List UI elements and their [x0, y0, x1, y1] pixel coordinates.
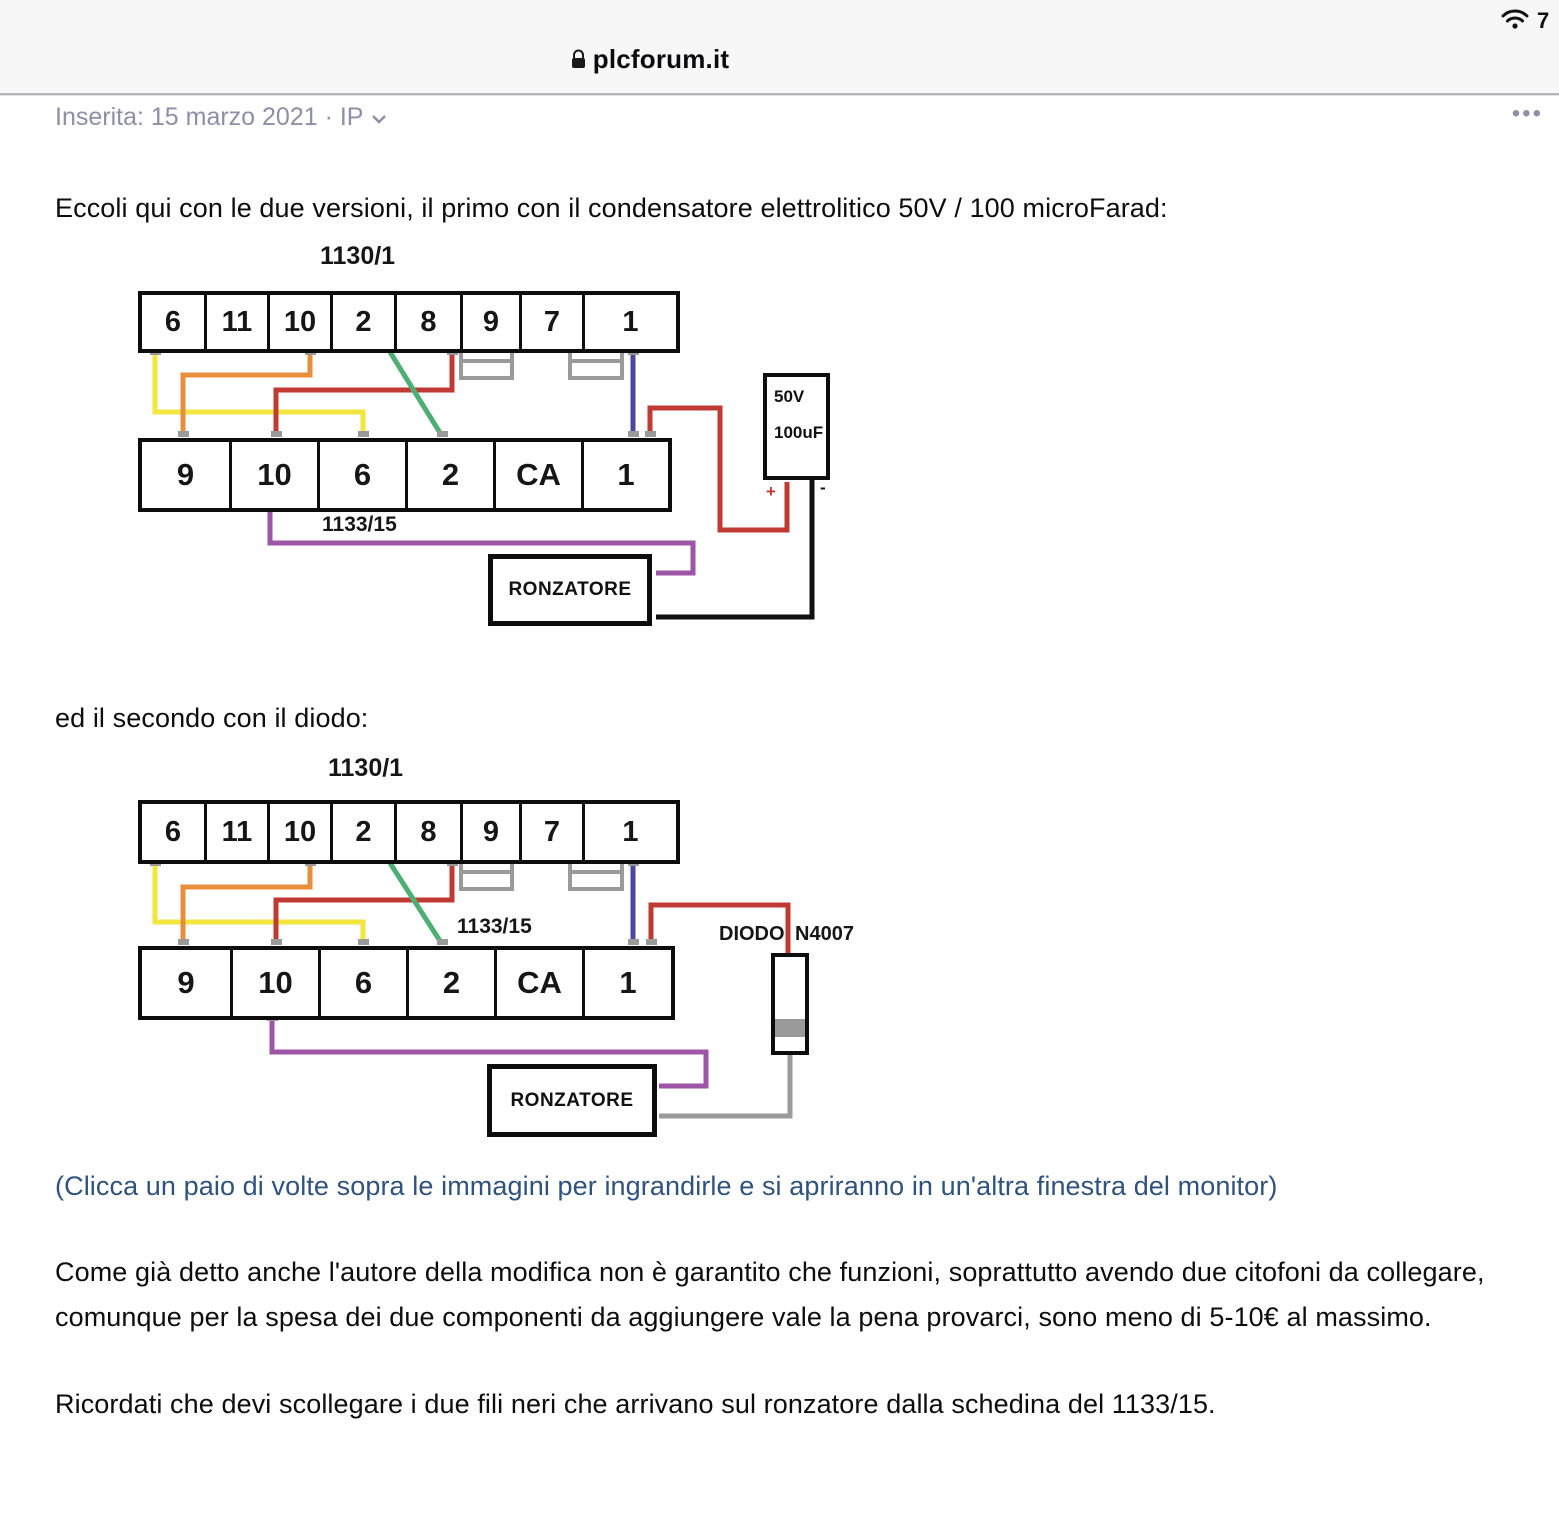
diode-body — [771, 953, 809, 1055]
terminal-cell: 11 — [204, 295, 267, 349]
terminal-strip-1130-1 — [138, 291, 680, 353]
capacitor-box — [763, 373, 830, 480]
diode-cathode-band — [775, 1019, 805, 1037]
second-intro-paragraph: ed il secondo con il diodo: — [55, 703, 369, 733]
terminal-cell: 9 — [460, 804, 519, 860]
wire-red-8-to-10-d2 — [276, 864, 452, 944]
disclaimer-paragraph: Come già detto anche l'autore della modifica non è garantito che funzioni, soprattutto avendo due citofoni da collegare, comunque per la spesa dei due componenti da aggiungere vale la pena provarci, sono meno di 5-10€ al massimo. — [55, 1257, 1485, 1332]
buzzer-label: RONZATORE — [508, 579, 632, 600]
post-meta-text: Inserita: 15 marzo 2021 · IP — [55, 103, 364, 131]
wire-yellow-6-to-6-d2 — [155, 864, 363, 944]
terminal-cell: 1 — [582, 950, 671, 1016]
buzzer-label-d2: RONZATORE — [510, 1089, 634, 1111]
terminal-cell: 8 — [394, 804, 460, 860]
jumper-8-9 — [461, 353, 512, 378]
terminal-cell: 2 — [330, 804, 394, 860]
jumper-7-1 — [570, 353, 622, 378]
terminal-cell: 10 — [230, 950, 318, 1016]
board-label-1130-1: 1130/1 — [320, 242, 396, 270]
terminal-cell: 2 — [405, 442, 493, 508]
terminal-strip-1133-15-d2 — [138, 946, 675, 1020]
jumper-8-9-d2 — [461, 864, 512, 889]
terminal-cell: 6 — [317, 442, 405, 508]
terminal-cell: 9 — [460, 295, 519, 349]
wire-orange-10-to-9-d2 — [183, 864, 310, 944]
buzzer-box-d2 — [487, 1064, 657, 1137]
board-label-1133-15-d2: 1133/15 — [457, 915, 532, 938]
more-options-button[interactable]: ••• — [1511, 100, 1543, 127]
terminal-cell: CA — [494, 950, 582, 1016]
wire-green-2-to-2-d2 — [390, 863, 442, 944]
terminal-cell: 10 — [267, 295, 330, 349]
terminal-cell: 9 — [142, 950, 230, 1016]
diode-label-word1: DIODO — [719, 923, 785, 945]
diode-label-word2: N4007 — [795, 923, 854, 945]
terminal-cell: CA — [493, 442, 581, 508]
terminal-cell: 1 — [581, 442, 668, 508]
board-label-1130-1-d2: 1130/1 — [328, 754, 404, 782]
wire-red-8-to-10 — [276, 353, 452, 436]
zoom-hint-text: (Clicca un paio di volte sopra le immagini per ingrandirle e si apriranno in un'altra finestra del monitor) — [55, 1171, 1278, 1201]
capacitor-plus-sign: + — [766, 482, 776, 501]
wire-yellow-6-to-6 — [155, 353, 363, 436]
reminder-paragraph: Ricordati che devi scollegare i due fili neri che arrivano sul ronzatore dalla schedina del 1133/15. — [55, 1389, 1216, 1419]
terminal-cell: 2 — [406, 950, 494, 1016]
capacitor-minus-sign: - — [820, 478, 826, 497]
jumper-7-1-d2 — [570, 864, 622, 889]
wifi-icon — [1501, 8, 1529, 35]
terminal-cell: 1 — [582, 804, 676, 860]
terminal-cell: 10 — [229, 442, 317, 508]
browser-address-bar[interactable] — [0, 0, 1559, 95]
post-meta[interactable] — [55, 103, 387, 132]
terminal-cell: 7 — [519, 295, 582, 349]
battery-percent-clipped: 7 — [1537, 8, 1550, 33]
lock-icon — [571, 45, 586, 76]
terminal-cell: 6 — [318, 950, 406, 1016]
terminal-cell: 9 — [142, 442, 229, 508]
wire-green-2-to-2 — [390, 352, 442, 436]
terminal-cell: 1 — [582, 295, 676, 349]
terminal-cell: 11 — [204, 804, 267, 860]
status-icons — [1501, 8, 1551, 35]
wire-gray-diode-to-buzzer — [659, 1055, 790, 1116]
board-label-1133-15: 1133/15 — [322, 513, 397, 536]
intro-paragraph: Eccoli qui con le due versioni, il primo con il condensatore elettrolitico 50V / 100 microFarad: — [55, 193, 1168, 223]
terminal-cell: 6 — [142, 804, 204, 860]
address-bar-title[interactable] — [0, 44, 1300, 75]
terminal-cell: 7 — [519, 804, 582, 860]
terminal-strip-1130-1-d2 — [138, 800, 680, 864]
terminal-cell: 8 — [394, 295, 460, 349]
terminal-cell: 2 — [330, 295, 394, 349]
capacitor-value: 100uF — [774, 423, 824, 442]
terminal-cell: 10 — [267, 804, 330, 860]
terminal-strip-1133-15 — [138, 438, 672, 512]
wire-black-capacitor-minus-to-buzzer — [656, 480, 812, 617]
wire-orange-10-to-9 — [183, 353, 310, 436]
buzzer-box — [488, 554, 652, 626]
terminal-cell: 6 — [142, 295, 204, 349]
capacitor-voltage: 50V — [774, 387, 805, 406]
chevron-down-icon — [371, 103, 387, 132]
site-title-text: plcforum.it — [592, 44, 730, 74]
